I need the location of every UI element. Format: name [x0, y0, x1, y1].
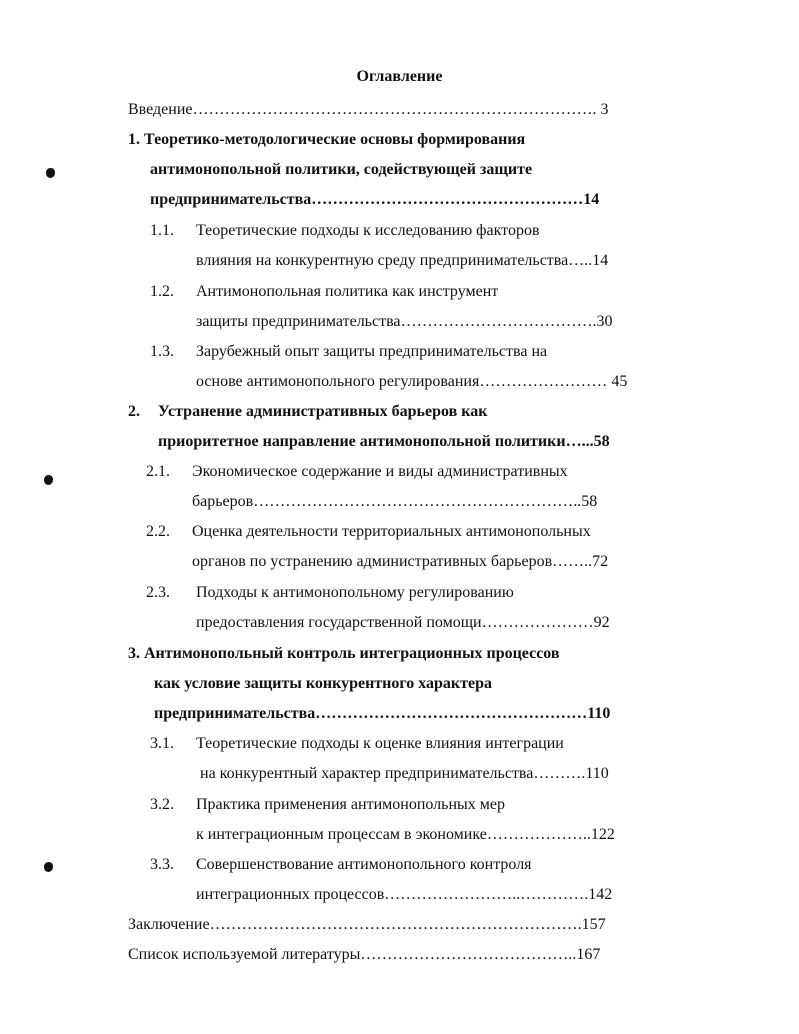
- toc-3-1-title: Теоретические подходы к оценке влияния интеграции: [196, 735, 564, 752]
- toc-3-2-num: 3.2.: [150, 796, 174, 813]
- toc-2-3-line1: [146, 583, 514, 603]
- toc-1-2-line2: защиты предпринимательства……………………………….30: [196, 313, 613, 330]
- toc-ch3-line3: предпринимательства……………………………………………110: [154, 705, 611, 722]
- toc-ch3-line2: как условие защиты конкурентного характера: [154, 675, 492, 692]
- toc-3-3-line2: интеграционных процессов……………………..………….142: [196, 886, 613, 903]
- binding-mark-middle: [44, 475, 53, 485]
- toc-3-3-line1: [150, 855, 532, 875]
- toc-1-2-title: Антимонопольная политика как инструмент: [196, 283, 499, 300]
- toc-ch2-line2: приоритетное направление антимонопольной политики…...58: [158, 433, 610, 450]
- toc-intro: Введение…………………………………………………………………. 3: [128, 101, 609, 118]
- toc-2-2-num: 2.2.: [146, 523, 170, 540]
- toc-ch2-line1: [128, 402, 487, 422]
- toc-2-1-num: 2.1.: [146, 463, 170, 480]
- toc-ch3-line1: [128, 644, 560, 664]
- toc-2-3-title: Подходы к антимонопольному регулированию: [196, 584, 514, 601]
- toc-ch3-title-1: Антимонопольный контроль интеграционных процессов: [144, 645, 560, 662]
- toc-1-3-num: 1.3.: [150, 343, 174, 360]
- toc-3-1-line2: на конкурентный характер предпринимательства……….110: [200, 765, 609, 782]
- toc-3-1-line1: [150, 734, 564, 754]
- toc-ch3-num: 3.: [128, 645, 140, 662]
- toc-2-1-line1: [146, 462, 568, 482]
- toc-1-1-line2: влияния на конкурентную среду предпринимательства…..14: [196, 252, 609, 269]
- toc-conclusion: Заключение…………………………………………………………….157: [128, 916, 606, 933]
- toc-2-3-line2: предоставления государственной помощи…………………92: [196, 614, 610, 631]
- toc-2-3-num: 2.3.: [146, 584, 170, 601]
- toc-3-2-title: Практика применения антимонопольных мер: [196, 796, 505, 813]
- toc-1-1-title: Теоретические подходы к исследованию факторов: [196, 222, 540, 239]
- binding-mark-bottom: [44, 862, 53, 872]
- toc-ch1-line1: [128, 130, 525, 150]
- toc-ch1-num: 1.: [128, 131, 140, 148]
- toc-ch2-title-1: Устранение административных барьеров как: [158, 403, 488, 420]
- toc-3-3-num: 3.3.: [150, 856, 174, 873]
- toc-2-2-line1: [146, 522, 591, 542]
- toc-1-3-line1: [150, 342, 547, 362]
- toc-3-2-line1: [150, 795, 505, 815]
- toc-3-1-num: 3.1.: [150, 735, 174, 752]
- toc-ch1-line3: предпринимательства……………………………………………14: [150, 191, 600, 208]
- toc-references: Список используемой литературы…………………………………..167: [128, 946, 601, 963]
- toc-ch1-line2: антимонопольной политики, содействующей защите: [150, 161, 533, 178]
- toc-1-3-title: Зарубежный опыт защиты предпринимательства на: [196, 343, 548, 360]
- toc-1-2-line1: [150, 282, 498, 302]
- toc-1-1-num: 1.1.: [150, 222, 174, 239]
- toc-ch1-title-1: Теоретико-методологические основы формирования: [144, 131, 526, 148]
- toc-1-2-num: 1.2.: [150, 283, 174, 300]
- toc-ch2-num: 2.: [128, 403, 140, 420]
- toc-2-1-line2: барьеров……………………………………………………..58: [192, 493, 598, 510]
- toc-1-3-line2: основе антимонопольного регулирования…………………… 45: [196, 373, 628, 390]
- toc-title: Оглавление: [356, 68, 443, 85]
- toc-1-1-line1: [150, 221, 540, 241]
- toc-2-1-title: Экономическое содержание и виды административных: [192, 463, 568, 480]
- toc-3-2-line2: к интеграционным процессам в экономике………………..122: [196, 826, 615, 843]
- toc-2-2-title: Оценка деятельности территориальных антимонопольных: [192, 523, 591, 540]
- binding-mark-top: [46, 168, 55, 178]
- toc-3-3-title: Совершенствование антимонопольного контроля: [196, 856, 532, 873]
- toc-2-2-line2: органов по устранению административных барьеров……..72: [192, 553, 609, 570]
